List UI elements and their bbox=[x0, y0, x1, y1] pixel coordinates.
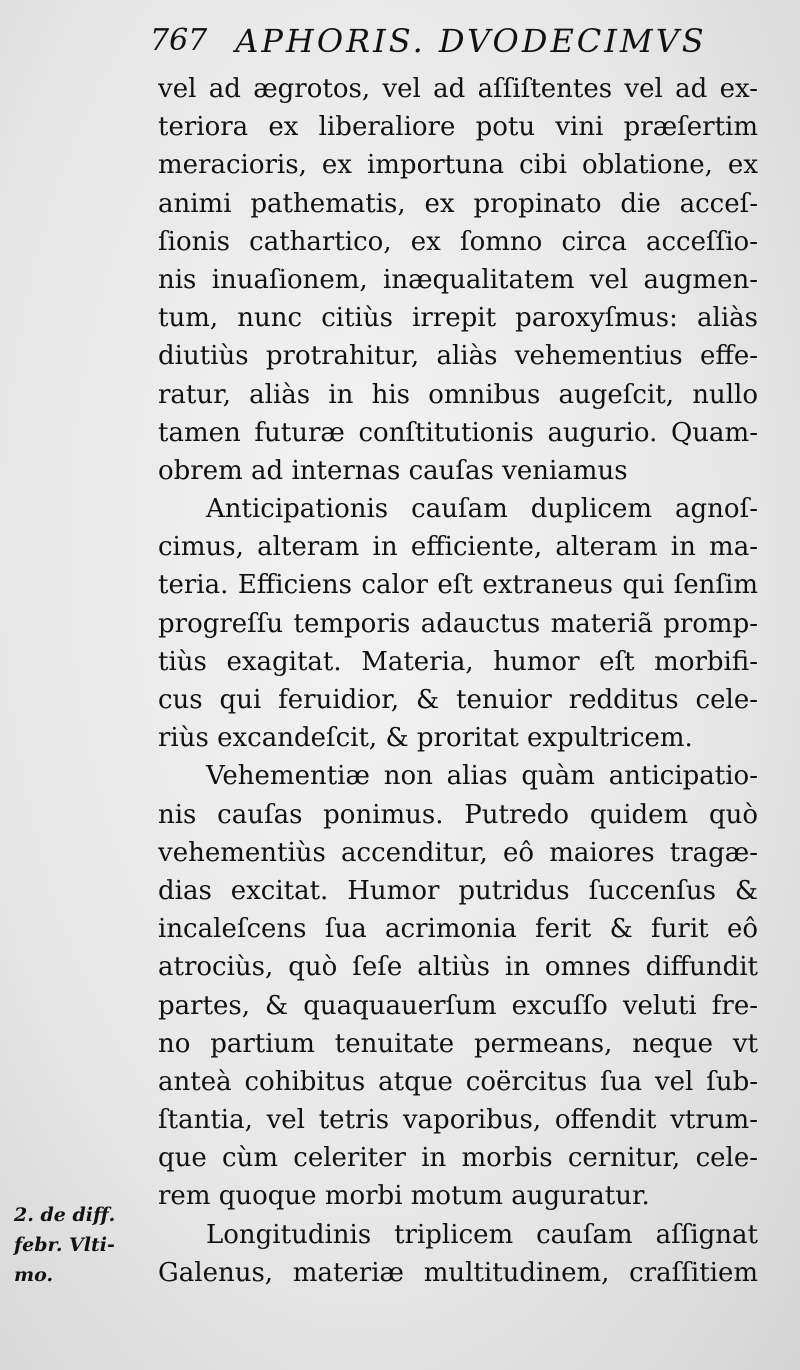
text-line: tum, nunc citiùs irrepit paroxyſmus: aliàs bbox=[158, 303, 758, 334]
paragraph-start-line: Anticipationis cauſam duplicem agnoſ- bbox=[206, 494, 758, 525]
paragraph-end-line: riùs excandeſcit, & proritat expultricem. bbox=[158, 723, 693, 754]
text-line: cus qui feruidior, & tenuior redditus cele- bbox=[158, 685, 758, 715]
margin-note-line: febr. Vlti- bbox=[14, 1234, 115, 1256]
text-line: tamen futuræ conſtitutionis augurio. Quam- bbox=[158, 417, 758, 448]
paragraph-start-line: Longitudinis triplicem cauſam aſſignat bbox=[206, 1219, 758, 1250]
text-line: meracioris, ex importuna cibi oblatione, ex bbox=[158, 150, 758, 181]
text-line: progreſſu temporis adauctus materiã promp- bbox=[158, 608, 758, 639]
text-line: ſtantia, vel tetris vaporibus, offendit vtrum- bbox=[158, 1105, 758, 1136]
text-line: vehementiùs accenditur, eô maiores tragæ- bbox=[158, 837, 758, 868]
text-line: Galenus, materiæ multitudinem, craſſitiem bbox=[158, 1257, 758, 1288]
text-line: ſionis cathartico, ex ſomno circa acceſſio- bbox=[158, 226, 758, 257]
margin-note-line: mo. bbox=[14, 1264, 54, 1286]
text-line: anteà cohibitus atque coërcitus ſua vel ſub- bbox=[158, 1066, 758, 1097]
text-line: que cùm celeriter in morbis cernitur, cele- bbox=[158, 1143, 758, 1174]
text-line: dias excitat. Humor putridus ſuccenſus & bbox=[158, 875, 758, 906]
running-title: APHORIS. DVODECIMVS bbox=[235, 22, 707, 60]
paragraph-start-line: Vehementiæ non alias quàm anticipatio- bbox=[206, 761, 758, 792]
running-head bbox=[150, 16, 760, 66]
text-line: tiùs exagitat. Materia, humor eſt morbifi- bbox=[158, 646, 758, 677]
text-line: partes, & quaquauerſum excuſſo veluti fre- bbox=[158, 990, 758, 1021]
paragraph-end-line: rem quoque morbi motum auguratur. bbox=[158, 1181, 650, 1212]
text-line: vel ad ægrotos, vel ad aſſiſtentes vel ad ex- bbox=[158, 74, 758, 104]
paragraph-end-line: obrem ad internas cauſas veniamus bbox=[158, 455, 628, 486]
text-line: animi pathematis, ex propinato die acceſ- bbox=[158, 188, 758, 219]
text-line: ratur, aliàs in his omnibus augeſcit, nullo bbox=[158, 379, 758, 410]
text-line: teriora ex liberaliore potu vini præſertim bbox=[158, 112, 758, 143]
body-text bbox=[158, 70, 758, 1292]
margin-note bbox=[14, 1200, 144, 1290]
text-line: nis inuaſionem, inæqualitatem vel augmen- bbox=[158, 264, 758, 295]
text-line: no partium tenuitate permeans, neque vt bbox=[158, 1028, 758, 1059]
text-line: cimus, alteram in efficiente, alteram in ma- bbox=[158, 532, 758, 563]
text-line: teria. Efficiens calor eſt extraneus qui ſenſim bbox=[158, 570, 758, 601]
margin-note-line: 2. de diff. bbox=[14, 1204, 116, 1226]
text-line: nis cauſas ponimus. Putredo quidem quò bbox=[158, 799, 758, 830]
text-line: atrociùs, quò ſeſe altiùs in omnes diffundit bbox=[158, 952, 758, 983]
page-number: 767 bbox=[150, 23, 208, 58]
text-line: incaleſcens ſua acrimonia ferit & furit eô bbox=[158, 914, 758, 945]
text-line: diutiùs protrahitur, aliàs vehementius effe- bbox=[158, 341, 758, 372]
